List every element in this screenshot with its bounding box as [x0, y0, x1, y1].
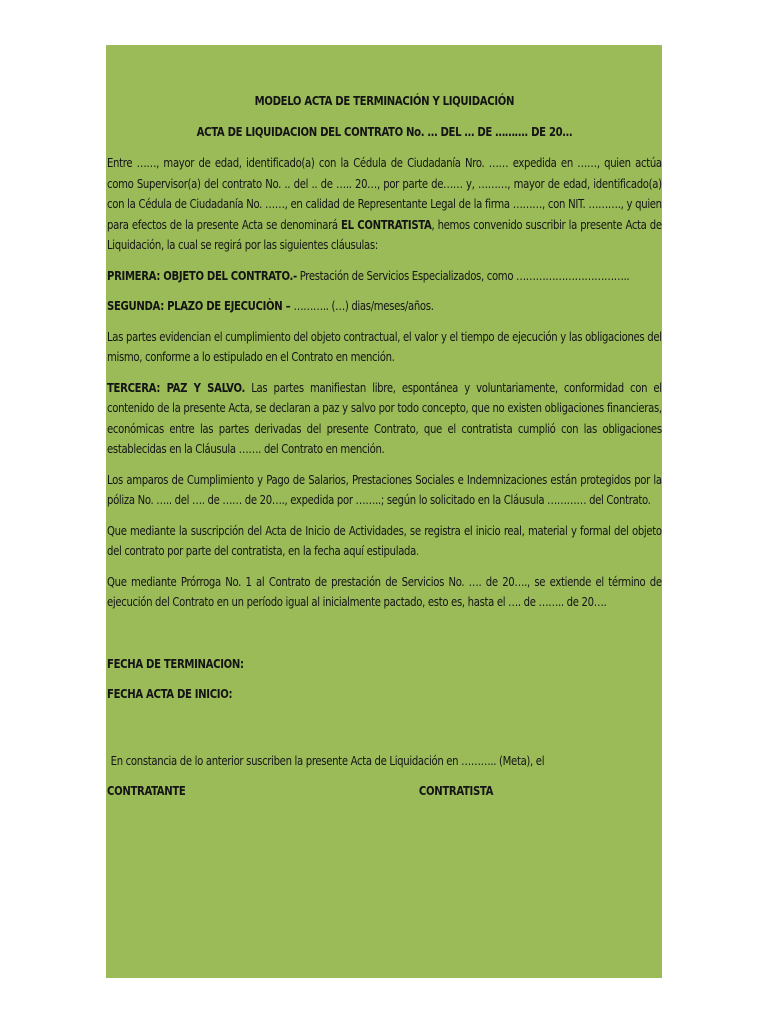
- intro-text-2: , hemos convenido suscribir la presente Acta de Liquidación, la cual se regirá por las siguientes cláusulas:: [107, 217, 662, 252]
- intro-text-1: Entre ……, mayor de edad, identificado(a) con la Cédula de Ciudadanía Nro. …… expedida en ……, quien actúa como Supervisor(a) del contrato No. .. del .. de ….. 20…, por parte de…… y, ………, mayor de edad, identificado(a) con la Cédula de Ciudadanía No. ……, en calidad de Representante Legal de la firma ………, con NIT. ………., y quien para efectos de la presente Acta se denominará: [107, 156, 662, 232]
- intro-paragraph: [107, 153, 662, 256]
- spacer: [107, 623, 662, 654]
- acta-inicio-paragraph: [107, 521, 662, 562]
- clause-primera-text: Prestación de Servicios Especializados, como ……………………………..: [296, 268, 630, 283]
- cumplimiento-paragraph: Las partes evidencian el cumplimiento del objeto contractual, el valor y el tiempo de ejecución y las obligaciones del mismo, conforme a lo estipulado en el Contrato en mención.: [107, 329, 662, 364]
- clause-tercera-label: TERCERA: PAZ Y SALVO.: [107, 380, 245, 395]
- clause-segunda: [107, 296, 662, 317]
- document-content: [107, 91, 662, 801]
- acta-inicio-text: Que mediante la suscripción del Acta de Inicio de Actividades, se registra el inicio real, material y formal del objeto del contrato por parte del contratista, en la fecha aquí estipulada: [107, 523, 662, 558]
- spacer: [107, 715, 662, 751]
- constancia-paragraph: En constancia de lo anterior suscriben la presente Acta de Liquidación en ……….. (Meta), el: [110, 753, 545, 768]
- prorroga-paragraph: Que mediante Prórroga No. 1 al Contrato de prestación de Servicios No. …. de 20…., se extiende el término de ejecución del Contrato en un período igual al inicialmente pactado, esto es, hasta el …. de …….. de 20….: [107, 574, 662, 609]
- clause-segunda-text: ……….. (…) dias/meses/años.: [293, 299, 434, 313]
- signature-row: [107, 781, 662, 801]
- document-page: [106, 45, 662, 978]
- fecha-acta-inicio-label: FECHA ACTA DE INICIO:: [107, 687, 233, 701]
- fecha-terminacion-label: FECHA DE TERMINACION:: [107, 656, 244, 671]
- clause-primera: [107, 266, 662, 287]
- acta-inicio-period: .: [416, 544, 419, 558]
- document-title: MODELO ACTA DE TERMINACIÓN Y LIQUIDACIÓN: [254, 94, 515, 108]
- clause-tercera-text: Las partes manifiestan libre, espontánea y voluntariamente, conformidad con el contenido de la presente Acta, se declaran a paz y salvo por todo concepto, que no existen obligaciones financieras, económicas entre las partes derivadas del presente Contrato, que el contratista cumplió con las obligaciones establecidas en la Cláusula ……. del Contrato en mención.: [107, 380, 662, 456]
- document-subtitle: ACTA DE LIQUIDACION DEL CONTRATO No. … DEL … DE ………. DE 20…: [196, 124, 573, 139]
- amparos-paragraph: Los amparos de Cumplimiento y Pago de Salarios, Prestaciones Sociales e Indemnizaciones están protegidos por la póliza No. ….. del …. de …… de 20…., expedida por ……..; según lo solicitado en la Cláusula ………… del Contrato.: [107, 472, 662, 507]
- contratante-label: CONTRATANTE: [107, 784, 186, 798]
- contratista-label: CONTRATISTA: [418, 784, 494, 798]
- clause-primera-label: PRIMERA: OBJETO DEL CONTRATO.-: [107, 268, 297, 283]
- clause-segunda-label: SEGUNDA: PLAZO DE EJECUCIÒN –: [107, 299, 294, 313]
- intro-bold-contratista: EL CONTRATISTA: [341, 217, 432, 232]
- clause-tercera: [107, 378, 662, 460]
